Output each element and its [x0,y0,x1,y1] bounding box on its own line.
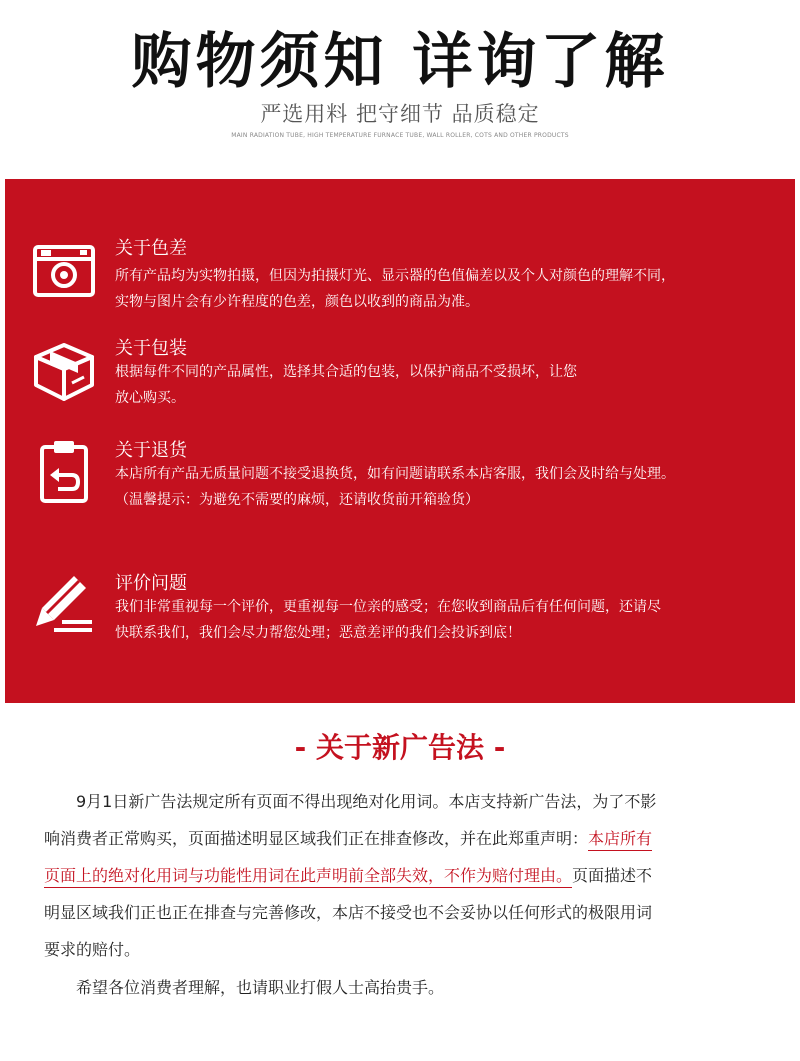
notice-line: 本店所有产品无质量问题不接受退换货，如有问题请联系本店客服，我们会及时给与处理。 [115,466,675,482]
notice-title: 关于包装 [115,338,187,359]
ad-law-footer: 希望各位消费者理解，也请职业打假人士高抬贵手。 [76,978,445,997]
notice-description [115,594,787,646]
ad-law-text: 响消费者正常购买，页面描述明显区域我们正在排查修改，并在此郑重声明： [44,829,589,848]
notice-line: 快联系我们，我们会尽力帮您处理；恶意差评的我们会投诉到底！ [115,625,521,641]
notice-title: 评价问题 [115,573,187,594]
page-header [0,0,800,178]
notice-line: 我们非常重视每一个评价，更重视每一位亲的感受；在您收到商品后有任何问题，还请尽 [115,599,661,615]
notice-description [115,461,787,513]
ad-law-highlight: 本店所有 [588,829,652,851]
ad-law-title: - 关于新广告法 - [294,731,506,764]
ad-law-statement [44,786,758,1009]
notice-line: （温馨提示：为避免不需要的麻烦，还请收货前开箱验货） [115,492,479,508]
camera-icon [32,239,96,303]
ad-law-line [44,823,758,860]
notice-line: 放心购买。 [115,390,185,406]
product-tagline: MAIN RADIATION TUBE, HIGH TEMPERATURE FURNACE TUBE, WALL ROLLER, COTS AND OTHER PRODUCTS [231,132,569,139]
page-subtitle: 严选用料 把守细节 品质稳定 [260,102,540,126]
notice-title: 关于退货 [115,440,187,461]
notice-description [115,359,787,411]
notice-panel [5,179,795,703]
notice-title: 关于色差 [115,238,187,259]
ad-law-line: 明显区域我们正也正在排查与完善修改，本店不接受也不会妥协以任何形式的极限用词 [44,903,653,922]
ad-law-text: 页面描述不 [572,866,653,885]
return-clipboard-icon [32,439,96,503]
notice-line: 所有产品均为实物拍摄，但因为拍摄灯光、显示器的色值偏差以及个人对颜色的理解不同， [115,268,675,284]
ad-law-highlight: 页面上的绝对化用词与功能性用词在此声明前全部失效，不作为赔付理由。 [44,866,572,888]
page-title: 购物须知 详询了解 [131,27,669,97]
notice-line: 实物与图片会有少许程度的色差，颜色以收到的商品为准。 [115,294,479,310]
notice-line: 根据每件不同的产品属性，选择其合适的包装，以保护商品不受损坏，让您 [115,364,577,380]
ad-law-line: 要求的赔付。 [44,940,141,959]
package-box-icon [32,339,96,403]
ad-law-line [44,860,758,897]
notice-description [115,263,787,315]
pencil-review-icon [32,572,96,636]
ad-law-line: 9月1日新广告法规定所有页面不得出现绝对化用词。本店支持新广告法，为了不影 [76,792,657,811]
